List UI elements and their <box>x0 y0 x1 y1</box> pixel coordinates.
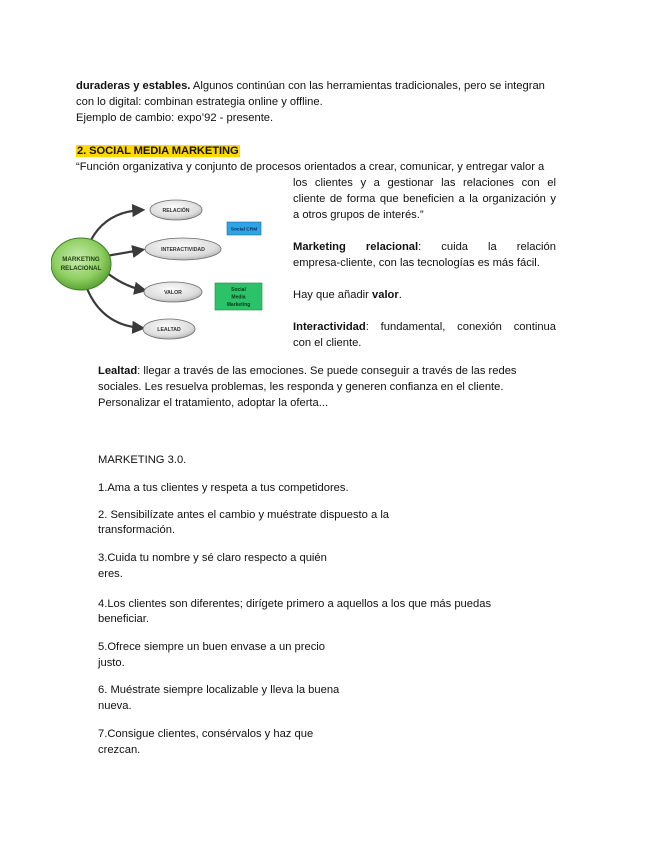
principle-5-line-1: 5.Ofrece siempre un buen envase a un precio <box>98 641 325 653</box>
center-label-1: MARKETING <box>62 256 100 263</box>
smm-label-3: Marketing <box>226 302 251 308</box>
relacional-rest: : cuida la relación <box>418 241 556 253</box>
lealtad-rest: : llegar a través de las emociones. Se puede conseguir a través de las redes <box>137 365 517 377</box>
principle-5-line-2: justo. <box>98 657 125 669</box>
marketing30-title: MARKETING 3.0. <box>98 454 187 466</box>
principle-7-line-2: crezcan. <box>98 744 141 756</box>
intro-bold: duraderas y estables. <box>76 80 191 92</box>
center-label-2: RELACIONAL <box>60 265 102 272</box>
principle-6-line-1: 6. Muéstrate siempre localizable y lleva la buena <box>98 684 340 696</box>
section-heading <box>76 143 240 159</box>
node-lealtad-label: LEALTAD <box>157 327 181 333</box>
quote-line-3: cliente de forma que beneficien a la organización y <box>293 193 556 205</box>
arrow-relacion <box>91 210 141 240</box>
quote-line-2: los clientes y a gestionar las relaciones con el <box>293 177 556 189</box>
principle-3-line-2: eres. <box>98 568 123 580</box>
principle-4-line-2: beneficiar. <box>98 613 149 625</box>
arrow-lealtad <box>86 286 141 328</box>
arrow-interactividad <box>106 250 141 256</box>
quote-line-1: “Función organizativa y conjunto de procesos orientados a crear, comunicar, y entregar valor a <box>76 161 545 173</box>
principle-3-line-1: 3.Cuida tu nombre y sé claro respecto a quién <box>98 552 327 564</box>
intro-line-1 <box>76 78 545 94</box>
arrow-valor <box>106 272 143 290</box>
node-interactividad-label: INTERACTIVIDAD <box>161 247 205 253</box>
social-crm-label: Social CRM <box>230 227 258 233</box>
center-node <box>51 238 111 290</box>
node-valor-label: VALOR <box>164 290 182 296</box>
intro-rest: Algunos continúan con las herramientas tradicionales, pero se integran <box>190 80 545 92</box>
principle-4-line-1: 4.Los clientes son diferentes; dirígete primero a aquellos a los que más puedas <box>98 598 492 610</box>
relacional-line-1 <box>293 239 556 255</box>
smm-label-2: Media <box>231 294 246 301</box>
principle-1: 1.Ama a tus clientes y respeta a tus competidores. <box>98 482 349 494</box>
diagram-svg <box>51 190 273 352</box>
lealtad-bold: Lealtad <box>98 365 138 377</box>
principle-7-line-1: 7.Consigue clientes, consérvalos y haz que <box>98 728 314 740</box>
valor-line <box>293 287 402 303</box>
relacional-bold: Marketing relacional <box>293 241 419 253</box>
relacional-line-2: empresa-cliente, con las tecnologías es más fácil. <box>293 257 540 269</box>
lealtad-line-1 <box>98 363 517 379</box>
intro-line-3: Ejemplo de cambio: expo’92 - presente. <box>76 112 274 124</box>
section-heading-text: 2. SOCIAL MEDIA MARKETING <box>77 145 239 157</box>
node-relacion-label: RELACIÓN <box>162 208 190 214</box>
interactividad-line-2: con el cliente. <box>293 337 362 349</box>
marketing-relacional-diagram <box>51 190 273 352</box>
lealtad-line-3: Personalizar el tratamiento, adoptar la oferta... <box>98 397 329 409</box>
principle-2-line-2: transformación. <box>98 524 176 536</box>
interactividad-rest: : fundamental, conexión continua <box>365 321 556 333</box>
valor-post: . <box>398 289 402 301</box>
interactividad-bold: Interactividad <box>293 321 366 333</box>
intro-line-2: con lo digital: combinan estrategia online y offline. <box>76 96 323 108</box>
valor-bold: valor <box>372 289 399 301</box>
lealtad-line-2: sociales. Les resuelva problemas, les responda y generen confianza en el cliente. <box>98 381 504 393</box>
smm-label-1: Social <box>231 287 246 293</box>
quote-line-4: a otros grupos de interés.” <box>293 209 424 221</box>
valor-pre: Hay que añadir <box>293 289 372 301</box>
interactividad-line-1 <box>293 319 556 335</box>
principle-6-line-2: nueva. <box>98 700 132 712</box>
principle-2-line-1: 2. Sensibilízate antes el cambio y muéstrate dispuesto a la <box>98 509 390 521</box>
